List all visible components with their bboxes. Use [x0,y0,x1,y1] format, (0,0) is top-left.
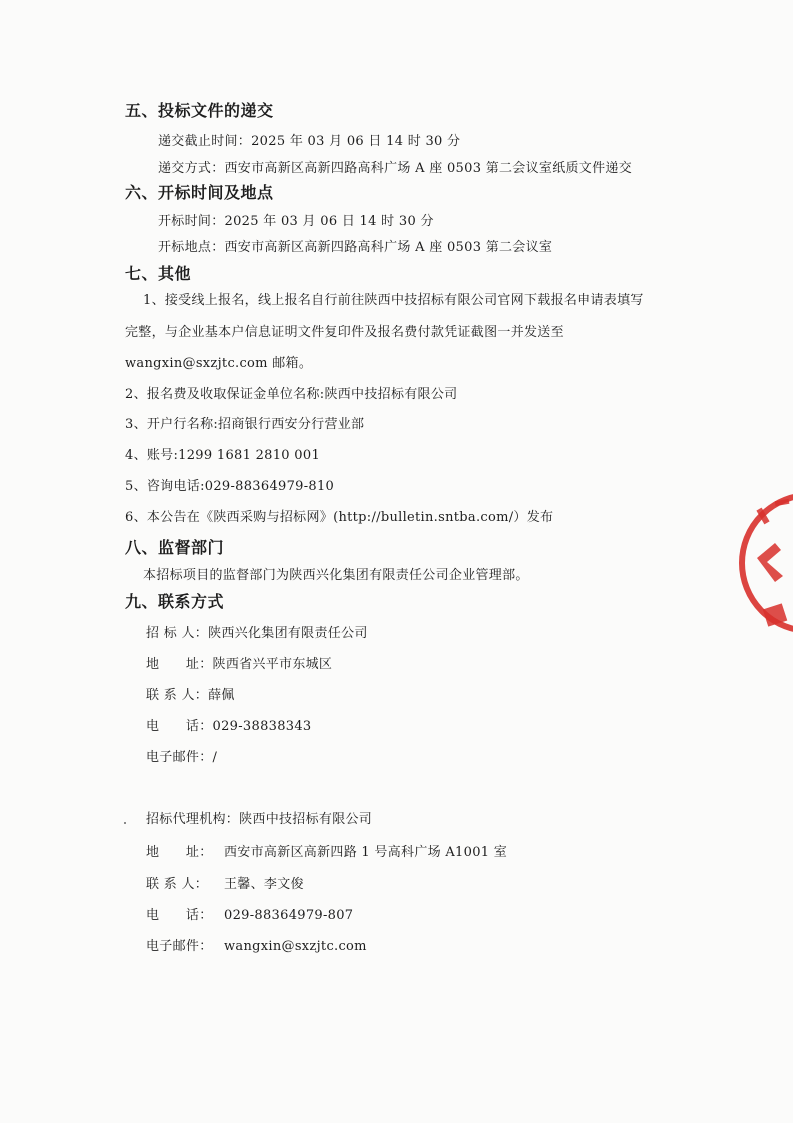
section-heading: 五、投标文件的递交 [125,101,274,120]
contact-row [146,940,367,953]
contact-row [146,878,304,891]
section-heading: 九、联系方式 [125,592,225,611]
contact-label: 电 话： [146,719,213,734]
opening-place-line: 开标地点：西安市高新区高新四路高科广场 A 座 0503 第二会议室 [158,240,553,255]
contact-value: 029-38838343 [212,719,312,734]
contact-value: 西安市高新区高新四路 1 号高科广场 A1001 室 [224,845,508,860]
red-seal-stamp [735,488,793,638]
contact-row [146,813,372,826]
contact-row [146,751,217,764]
contact-row [146,689,235,702]
contact-label: 联 系 人： [146,877,209,892]
paragraph-line: 完整，与企业基本户信息证明文件复印件及报名费付款凭证截图一并发送至 [125,325,564,340]
section-heading: 八、监督部门 [125,538,225,557]
opening-time-line: 开标时间：2025 年 03 月 06 日 14 时 30 分 [158,214,434,229]
contact-value: wangxin@sxzjtc.com [224,939,367,954]
contact-label: 招 标 人： [146,626,209,641]
contact-value: / [212,750,218,765]
contact-label: 地 址： [146,657,213,672]
section-heading: 七、其他 [125,264,192,283]
paragraph-line: 6、本公告在《陕西采购与招标网》(http://bulletin.sntba.com/）发布 [125,510,554,525]
contact-row [146,627,368,640]
paragraph-line: 本招标项目的监督部门为陕西兴化集团有限责任公司企业管理部。 [143,568,529,583]
method-line: 递交方式：西安市高新区高新四路高科广场 A 座 0503 第二会议室纸质文件递交 [158,161,633,176]
contact-value: 薛佩 [208,688,235,703]
contact-label: 电子邮件： [146,939,213,954]
contact-value: 陕西中技招标有限公司 [239,812,373,827]
contact-label: 联 系 人： [146,688,209,703]
section-heading: 六、开标时间及地点 [125,183,274,202]
contact-value: 陕西兴化集团有限责任公司 [208,626,368,641]
contact-label: 电 话： [146,908,213,923]
bullet-dot [124,822,126,824]
paragraph-line: 1、接受线上报名，线上报名自行前往陕西中技招标有限公司官网下载报名申请表填写 [143,293,644,308]
contact-label: 地 址： [146,845,213,860]
contact-row [146,909,353,922]
contact-value: 王馨、李文俊 [224,877,304,892]
contact-label: 电子邮件： [146,750,213,765]
paragraph-line: wangxin@sxzjtc.com 邮箱。 [125,356,313,371]
contact-label: 招标代理机构： [146,812,240,827]
paragraph-line: 3、开户行名称:招商银行西安分行营业部 [125,417,365,432]
contact-value: 029-88364979-807 [224,908,354,923]
paragraph-line: 5、咨询电话:029-88364979-810 [125,479,335,494]
contact-value: 陕西省兴平市东城区 [212,657,333,672]
paragraph-line: 2、报名费及收取保证金单位名称:陕西中技招标有限公司 [125,387,458,402]
deadline-line: 递交截止时间：2025 年 03 月 06 日 14 时 30 分 [158,134,461,149]
contact-row [146,658,332,671]
contact-row [146,846,507,859]
contact-row [146,720,312,733]
paragraph-line: 4、账号:1299 1681 2810 001 [125,448,321,463]
